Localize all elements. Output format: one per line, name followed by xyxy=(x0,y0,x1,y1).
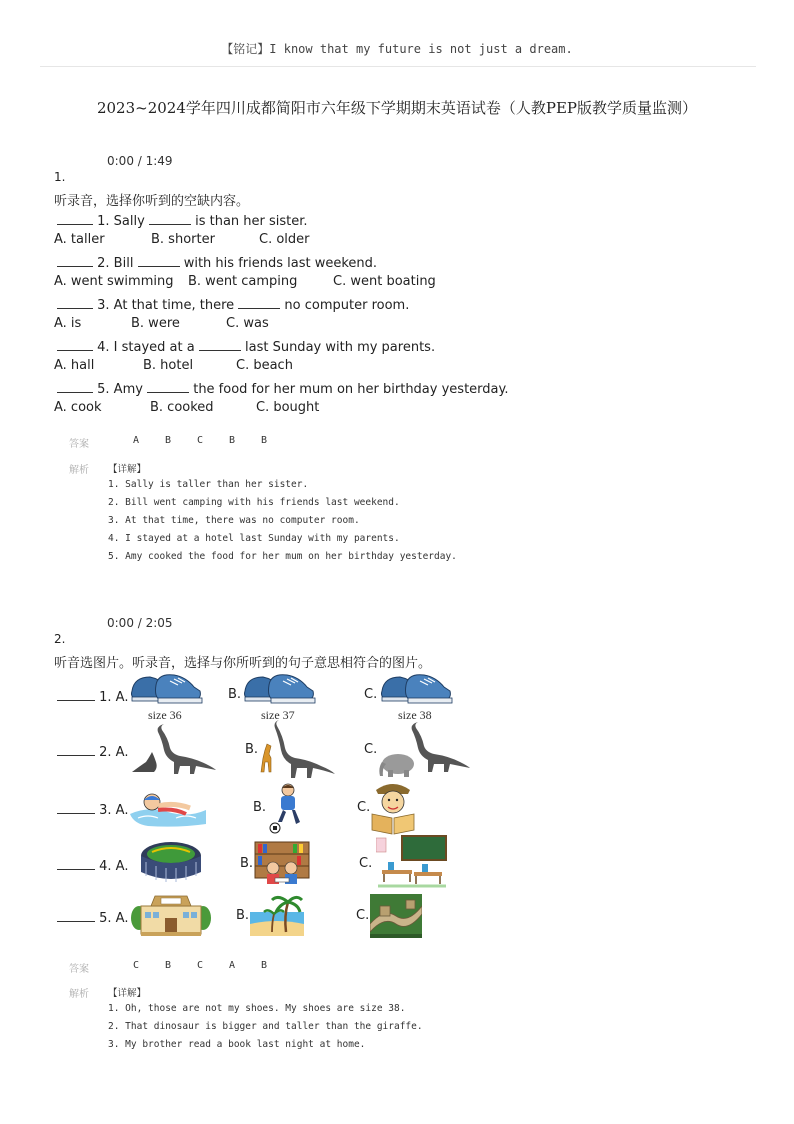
item-text: 2. Bill xyxy=(97,256,134,271)
fill-blank xyxy=(238,295,280,309)
option-b: B. shorter xyxy=(151,232,215,247)
option-b-label: B. xyxy=(253,800,267,815)
option-c: C. went boating xyxy=(333,274,436,289)
item-text-rest: no computer room. xyxy=(284,298,410,313)
fill-blank xyxy=(149,211,191,225)
question-number-1: 1. xyxy=(54,170,66,184)
page-title: 2023~2024学年四川成都简阳市六年级下学期期末英语试卷（人教PEP版教学质量监测） xyxy=(96,99,698,117)
option-c: C. beach xyxy=(236,358,293,373)
stadium-icon xyxy=(138,836,204,886)
option-a: A. went swimming xyxy=(54,274,174,289)
fill-blank xyxy=(138,253,180,267)
q1-item-2 xyxy=(57,253,377,271)
answer-4: B xyxy=(229,435,236,446)
answer-label: 答案 xyxy=(69,439,89,450)
fill-blank xyxy=(199,337,241,351)
option-b-label: B. xyxy=(236,908,250,923)
option-b: B. were xyxy=(131,316,180,331)
detail-line: 1. Oh, those are not my shoes. My shoes are size 38. xyxy=(108,1003,406,1014)
answer-1: C xyxy=(133,960,140,971)
school-icon xyxy=(131,892,211,938)
great-wall-icon xyxy=(370,894,422,938)
item-label: 4. A. xyxy=(99,859,129,874)
item-label: 5. A. xyxy=(99,911,129,926)
shoes-icon xyxy=(128,669,204,707)
detail-line: 5. Amy cooked the food for her mum on her birthday yesterday. xyxy=(108,551,457,562)
answer-blank[interactable] xyxy=(57,687,95,701)
detail-line: 3. My brother read a book last night at home. xyxy=(108,1039,366,1050)
instruction-q2: 听音选图片。听录音，选择与你所听到的句子意思相符合的图片。 xyxy=(54,656,432,671)
answer-label: 答案 xyxy=(69,964,89,975)
instruction-q1: 听录音，选择你听到的空缺内容。 xyxy=(54,194,250,209)
library-icon xyxy=(253,838,311,888)
answer-5: B xyxy=(261,435,268,446)
answer-blank[interactable] xyxy=(57,800,95,814)
answer-5: B xyxy=(261,960,268,971)
option-b-label: B. xyxy=(245,742,259,757)
option-b: B. cooked xyxy=(150,400,214,415)
detail-line: 1. Sally is taller than her sister. xyxy=(108,479,309,490)
answer-blank[interactable] xyxy=(57,908,95,922)
fill-blank xyxy=(147,379,189,393)
football-boy-icon xyxy=(266,782,306,836)
size-label: size 36 xyxy=(148,708,182,722)
answer-blank[interactable] xyxy=(57,253,93,267)
option-b: B. hotel xyxy=(143,358,194,373)
option-c-label: C. xyxy=(364,742,378,757)
option-a: A. cook xyxy=(54,400,102,415)
option-c: C. older xyxy=(259,232,310,247)
swimming-icon xyxy=(128,788,208,828)
answer-2: B xyxy=(165,960,172,971)
item-label: 3. A. xyxy=(99,803,129,818)
answer-blank[interactable] xyxy=(57,742,95,756)
item-text-rest: last Sunday with my parents. xyxy=(245,340,436,355)
shoes-icon xyxy=(241,669,317,707)
header-divider xyxy=(40,66,756,67)
option-a: A. taller xyxy=(54,232,105,247)
classroom-icon xyxy=(376,834,448,890)
q2-item-3 xyxy=(57,800,128,818)
answer-3: C xyxy=(197,435,204,446)
size-label: size 37 xyxy=(261,708,295,722)
item-text: 1. Sally xyxy=(97,214,145,229)
option-a: A. is xyxy=(54,316,82,331)
q1-item-3 xyxy=(57,295,409,313)
answer-blank[interactable] xyxy=(57,295,93,309)
option-b: B. went camping xyxy=(188,274,298,289)
option-c-label: C. xyxy=(357,800,371,815)
option-c-label: C. xyxy=(356,908,370,923)
item-text: 5. Amy xyxy=(97,382,143,397)
answer-1: A xyxy=(133,435,140,446)
audio-player-q2[interactable]: 0:00 / 2:05 xyxy=(107,616,173,630)
q2-item-4 xyxy=(57,856,128,874)
analysis-label: 解析 xyxy=(69,989,89,1000)
answer-blank[interactable] xyxy=(57,337,93,351)
question-number-2: 2. xyxy=(54,632,66,646)
answer-4: A xyxy=(229,960,236,971)
item-label: 1. A. xyxy=(99,690,129,705)
detail-heading: 【详解】 xyxy=(108,464,147,475)
page-motto: 【铭记】I know that my future is not just a dream. xyxy=(221,42,573,56)
beach-icon xyxy=(250,892,304,936)
item-text-rest: with his friends last weekend. xyxy=(183,256,378,271)
option-b-label: B. xyxy=(240,856,254,871)
dinosaurs-icon xyxy=(130,722,216,776)
answer-blank[interactable] xyxy=(57,856,95,870)
option-a: A. hall xyxy=(54,358,95,373)
q1-item-5 xyxy=(57,379,508,397)
audio-player-q1[interactable]: 0:00 / 1:49 xyxy=(107,154,173,168)
shoes-icon xyxy=(378,669,454,707)
q2-item-1 xyxy=(57,687,128,705)
option-c-label: C. xyxy=(364,687,378,702)
detail-line: 4. I stayed at a hotel last Sunday with my parents. xyxy=(108,533,400,544)
q1-item-4 xyxy=(57,337,435,355)
item-label: 2. A. xyxy=(99,745,129,760)
giraffe-dinosaur-icon xyxy=(257,718,337,780)
option-c-label: C. xyxy=(359,856,373,871)
q1-item-1 xyxy=(57,211,308,229)
reading-boy-icon xyxy=(370,780,416,836)
q2-item-2 xyxy=(57,742,128,760)
size-label: size 38 xyxy=(398,708,432,722)
detail-line: 2. That dinosaur is bigger and taller than the giraffe. xyxy=(108,1021,423,1032)
elephant-dinosaur-icon xyxy=(378,720,470,778)
item-text-rest: the food for her mum on her birthday yesterday. xyxy=(193,382,509,397)
detail-heading: 【详解】 xyxy=(108,988,147,999)
answer-blank[interactable] xyxy=(57,379,93,393)
option-c: C. was xyxy=(226,316,269,331)
item-text: 4. I stayed at a xyxy=(97,340,195,355)
item-text-rest: is than her sister. xyxy=(195,214,308,229)
answer-2: B xyxy=(165,435,172,446)
detail-line: 2. Bill went camping with his friends last weekend. xyxy=(108,497,400,508)
answer-blank[interactable] xyxy=(57,211,93,225)
q2-item-5 xyxy=(57,908,128,926)
item-text: 3. At that time, there xyxy=(97,298,235,313)
analysis-label: 解析 xyxy=(69,465,89,476)
option-c: C. bought xyxy=(256,400,320,415)
option-b-label: B. xyxy=(228,687,242,702)
detail-line: 3. At that time, there was no computer room. xyxy=(108,515,360,526)
answer-3: C xyxy=(197,960,204,971)
